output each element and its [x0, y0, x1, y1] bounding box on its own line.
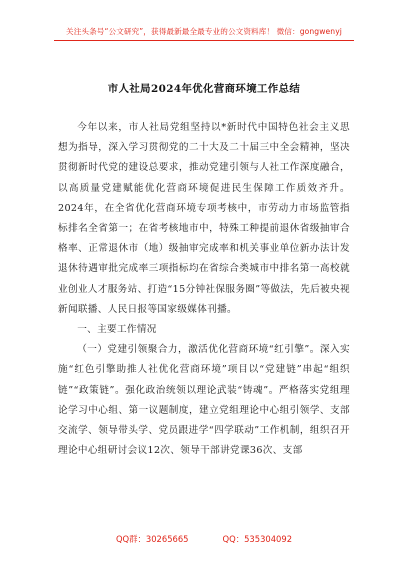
header-divider — [54, 40, 354, 41]
qq-group-number: 30265665 — [145, 534, 189, 544]
header-banner: 关注头条号“公文研究”，获得最新最全最专业的公文资料库！ 微信：gongwenyj — [66, 27, 342, 36]
qq-label: QQ： — [222, 534, 245, 544]
section-heading: 一、主要工作情况 — [77, 324, 157, 336]
footer-contact — [0, 533, 408, 545]
document-title: 市人社局2024年优化营商环境工作总结 — [107, 83, 301, 95]
document-body — [58, 118, 350, 461]
subsection-paragraph: （一）党建引领聚合力，激活优化营商环境“红引擎”。深入实施“红色引擎助推人社优化营商环境”项目以“党建链”串起“组织链”“政策链”。强化政治统领以理论武装“铸魂”。严格落实党组理论学习中心组、第一议题制度，建立党组理论中心组引领学、支部交流学、领导带头学、党员跟进学“四学联动”工作机制，组织召开理论中心组研讨会议12次、领导干部讲党课36次、支部 — [58, 344, 350, 457]
intro-paragraph: 今年以来，市人社局党组坚持以*新时代中国特色社会主义思想为指导，深入学习贯彻党的二十大及二十届三中全会精神，坚决贯彻新时代党的建设总要求，推动党建引领与人社工作深度融合，以高质量党建赋能优化营商环境促进民生保障工作质效齐升。2024年，在全省优化营商环境专项考核中，市劳动力市场监管指标排名全省第一；在省考核地市中，特殊工种提前退休省级抽审合格率、正常退休市（地）级抽审完成率和机关事业单位新办法计发退休待遇审批完成率三项指标均在省综合类城市中排名第一高校就业创业人才服务站、打造“15分钟社保服务圈”等做法，先后被央视新闻联播、人民日报等国家级媒体刊播。 — [58, 122, 350, 315]
qq-number: 535304092 — [244, 534, 293, 544]
qq-group-label: QQ群： — [115, 534, 146, 544]
